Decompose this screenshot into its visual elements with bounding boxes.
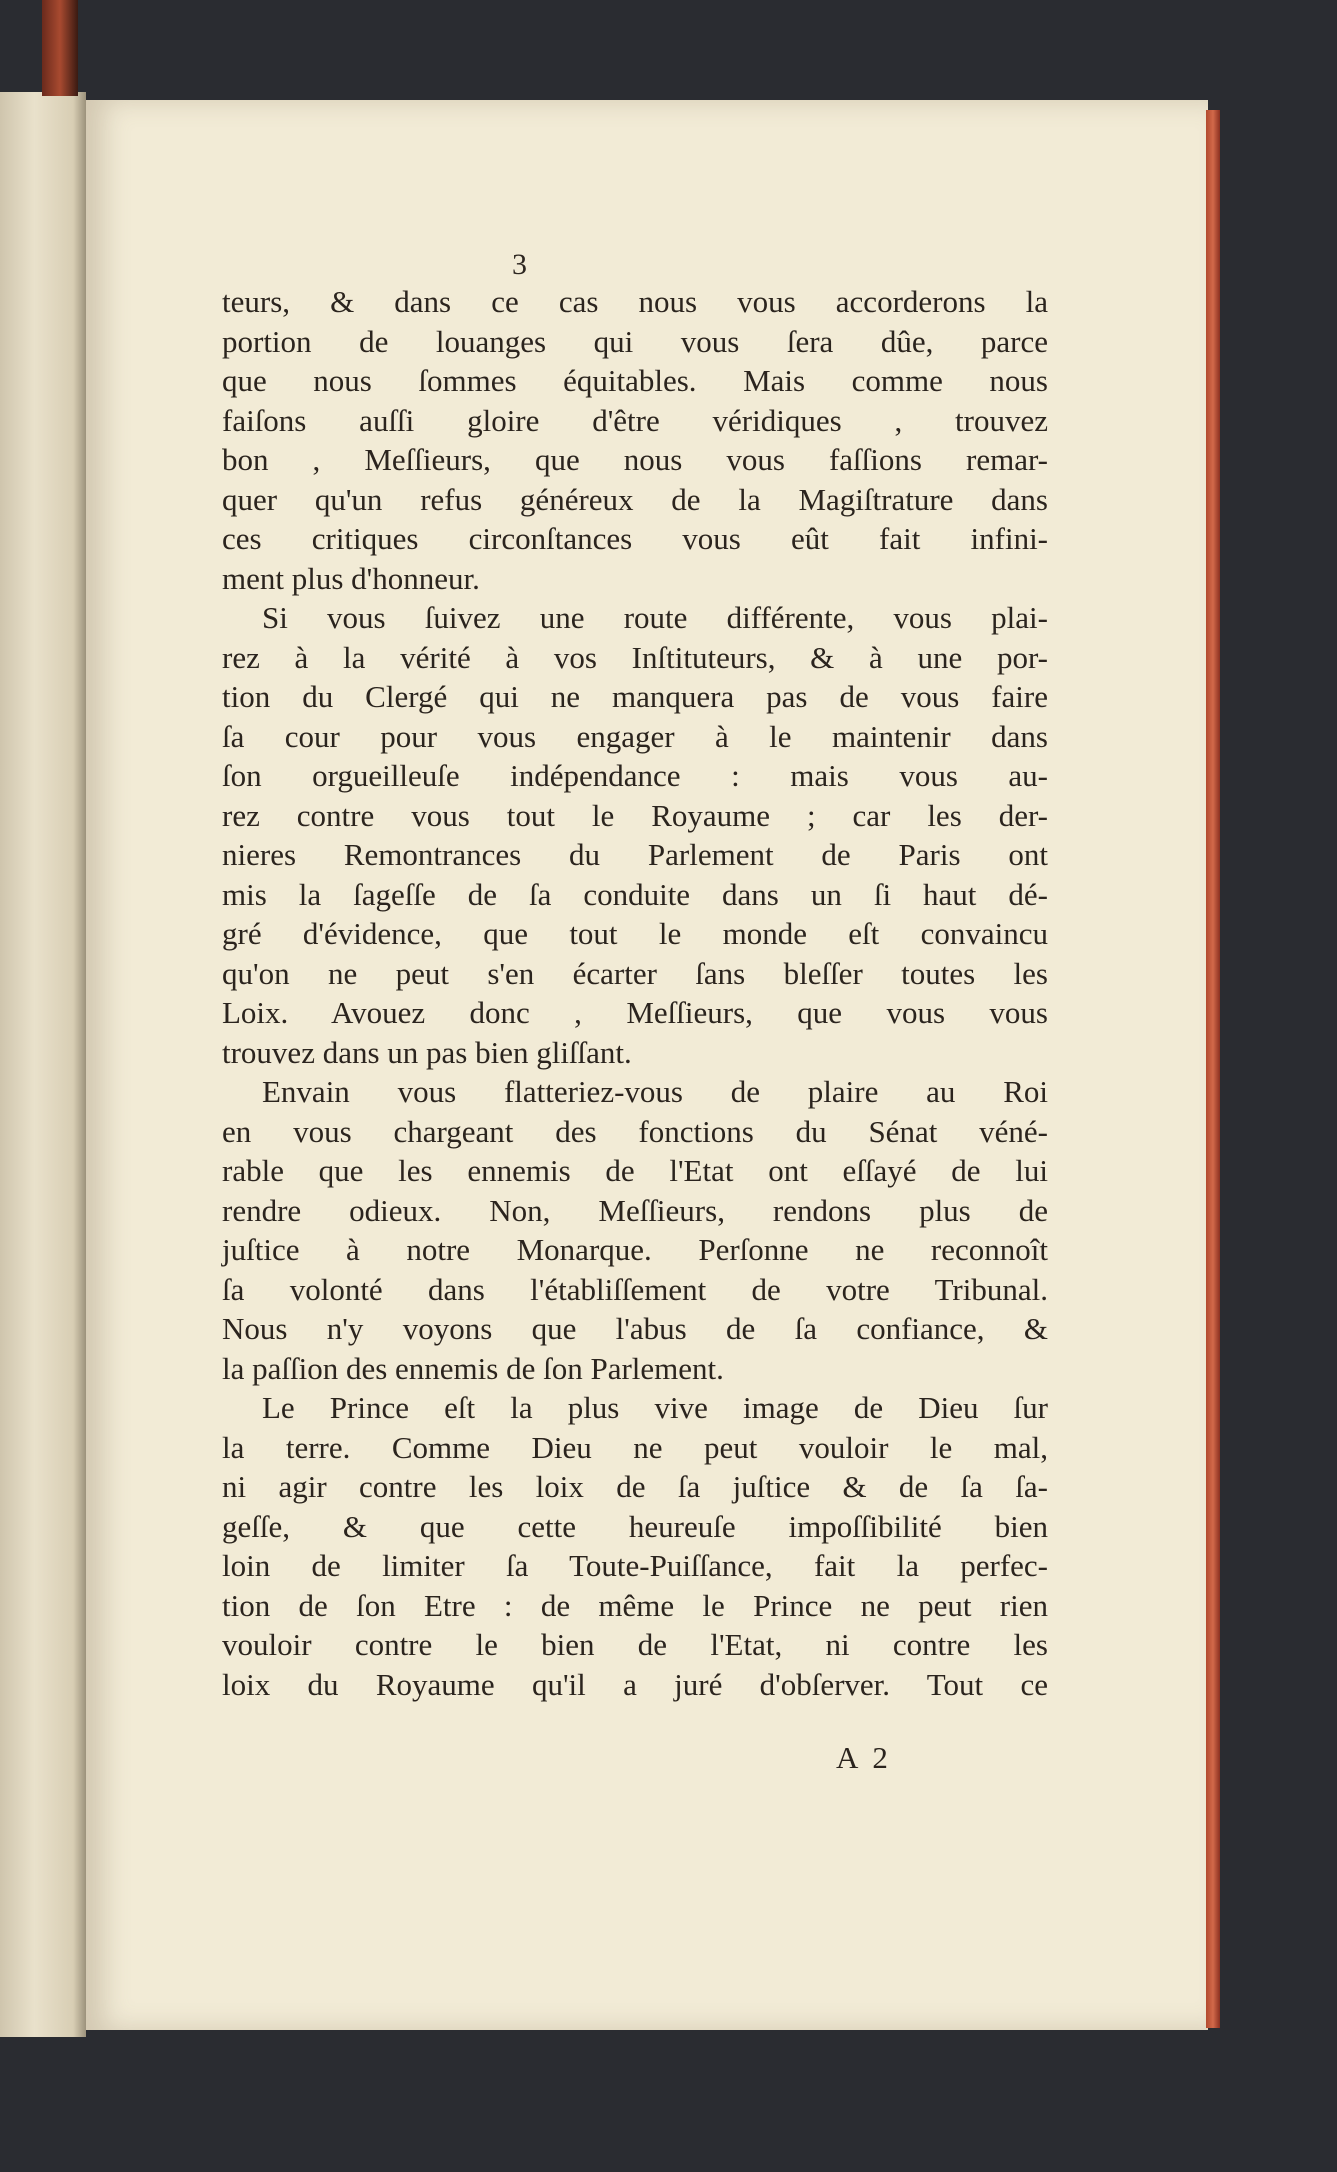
text-line: rendre odieux. Non, Meſſieurs, rendons plus de bbox=[222, 1192, 1048, 1228]
text-line: bon , Meſſieurs, que nous vous faſſions remar- bbox=[222, 442, 1048, 477]
text-line: Loix. Avouez donc , Meſſieurs, que vous vous bbox=[222, 995, 1048, 1030]
text-line: gré d'évidence, que tout le monde eſt convaincu bbox=[222, 916, 1048, 951]
text-line: ſon orgueilleuſe indépendance : mais vous au- bbox=[222, 758, 1048, 793]
text-line: juſtice à notre Monarque. Perſonne ne reconnoît bbox=[222, 1232, 1048, 1267]
text-line: portion de louanges qui vous ſera dûe, parce bbox=[222, 323, 1048, 359]
book-spine bbox=[42, 0, 78, 96]
text-line: geſſe, & que cette heureuſe impoſſibilité bien bbox=[222, 1508, 1048, 1544]
text-line: ment plus d'honneur. bbox=[222, 560, 480, 596]
text-line: quer qu'un refus généreux de la Magiſtrature dans bbox=[222, 481, 1048, 517]
paragraph bbox=[222, 598, 1048, 1072]
text-line: qu'on ne peut s'en écarter ſans bleſſer toutes les bbox=[222, 955, 1048, 991]
page-red-edge bbox=[1206, 110, 1220, 2028]
page-number: 3 bbox=[512, 248, 527, 281]
text-line: Si vous ſuivez une route différente, vous plai- bbox=[262, 600, 1048, 635]
paragraph bbox=[222, 282, 1048, 598]
text-line: Le Prince eſt la plus vive image de Dieu ſur bbox=[262, 1390, 1048, 1425]
text-line: ſa volonté dans l'établiſſement de votre Tribunal. bbox=[222, 1271, 1048, 1307]
text-line: la terre. Comme Dieu ne peut vouloir le mal, bbox=[222, 1429, 1048, 1465]
facing-page-edge bbox=[0, 92, 86, 2037]
text-line: teurs, & dans ce cas nous vous accorderons la bbox=[222, 284, 1048, 319]
text-line: la paſſion des ennemis de ſon Parlement. bbox=[222, 1350, 724, 1386]
text-line: trouvez dans un pas bien gliſſant. bbox=[222, 1034, 632, 1070]
text-line: loin de limiter ſa Toute-Puiſſance, fait la perfec- bbox=[222, 1548, 1048, 1583]
text-line: ces critiques circonſtances vous eût fait infini- bbox=[222, 521, 1048, 556]
text-line: nieres Remontrances du Parlement de Paris ont bbox=[222, 837, 1048, 872]
signature-mark: A 2 bbox=[836, 1740, 892, 1775]
text-line: ſa cour pour vous engager à le maintenir dans bbox=[222, 718, 1048, 754]
text-line: loix du Royaume qu'il a juré d'obſerver. Tout ce bbox=[222, 1666, 1048, 1702]
text-line: Envain vous flatteriez-vous de plaire au Roi bbox=[262, 1074, 1048, 1109]
text-line: rez à la vérité à vos Inſtituteurs, & à une por- bbox=[222, 639, 1048, 675]
text-line: ni agir contre les loix de ſa juſtice & de ſa ſa- bbox=[222, 1469, 1048, 1504]
text-line: mis la ſageſſe de ſa conduite dans un ſi haut dé- bbox=[222, 876, 1048, 912]
text-line: vouloir contre le bien de l'Etat, ni contre les bbox=[222, 1627, 1048, 1662]
body-text bbox=[222, 282, 1048, 1704]
text-line: faiſons auſſi gloire d'être véridiques , trouvez bbox=[222, 402, 1048, 438]
text-line: en vous chargeant des fonctions du Sénat véné- bbox=[222, 1113, 1048, 1149]
text-line: rable que les ennemis de l'Etat ont eſſayé de lui bbox=[222, 1153, 1048, 1188]
text-line: que nous ſommes équitables. Mais comme nous bbox=[222, 363, 1048, 398]
paragraph bbox=[222, 1072, 1048, 1388]
paragraph bbox=[222, 1388, 1048, 1704]
text-line: tion de ſon Etre : de même le Prince ne peut rien bbox=[222, 1587, 1048, 1623]
text-line: rez contre vous tout le Royaume ; car les der- bbox=[222, 797, 1048, 833]
text-line: Nous n'y voyons que l'abus de ſa confiance, & bbox=[222, 1311, 1048, 1346]
text-line: tion du Clergé qui ne manquera pas de vous faire bbox=[222, 679, 1048, 714]
